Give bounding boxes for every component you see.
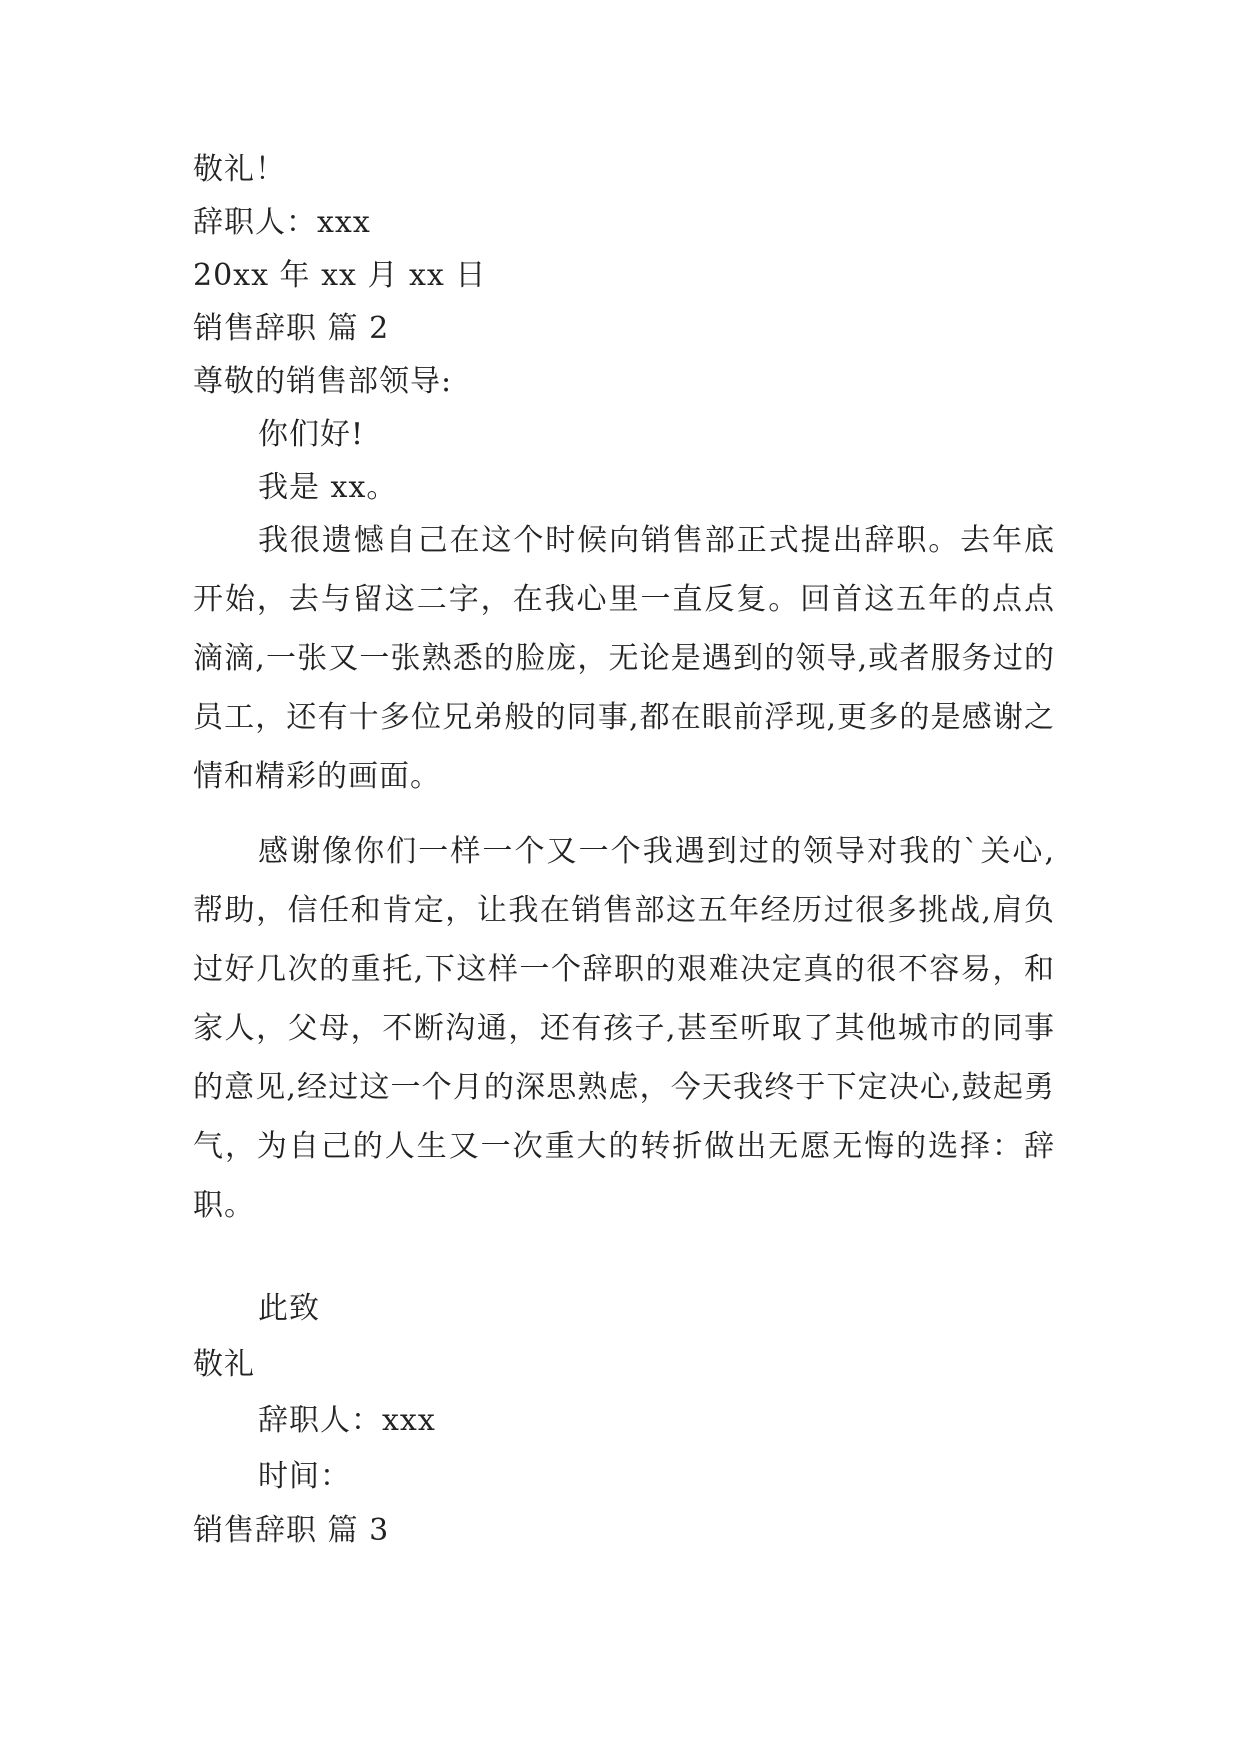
- greeting-line: 你们好!: [258, 417, 365, 452]
- signer-line: 辞职人：xxx: [193, 205, 371, 240]
- date-line: 20xx 年 xx 月 xx 日: [193, 258, 487, 293]
- next-section-title: 销售辞职 篇 3: [193, 1513, 390, 1548]
- time-line: 时间：: [258, 1459, 351, 1494]
- body-paragraph-1: 我很遗憾自己在这个时候向销售部正式提出辞职。去年底开始，去与留这二字，在我心里一直反复。回首这五年的点点滴滴,一张又一张熟悉的脸庞，无论是遇到的领导,或者服务过的员工，还有十多位兄弟般的同事,都在眼前浮现,更多的是感谢之情和精彩的画面。: [193, 523, 1055, 794]
- signer-name: 辞职人：xxx: [258, 1403, 436, 1438]
- intro-line: 我是 xx。: [258, 470, 398, 505]
- addressee-line: 尊敬的销售部领导:: [193, 364, 453, 399]
- closing-regards: 敬礼: [193, 1347, 255, 1382]
- body-paragraph-2: 感谢像你们一样一个又一个我遇到过的领导对我的`关心,帮助，信任和肯定，让我在销售部这五年经历过很多挑战,肩负过好几次的重托,下这样一个辞职的艰难决定真的很不容易，和家人，父母，不断沟通，还有孩子,甚至听取了其他城市的同事的意见,经过这一个月的深思熟虑，今天我终于下定决心,鼓起勇气，为自己的人生又一次重大的转折做出无愿无悔的选择：辞职。: [193, 834, 1055, 1223]
- salutation-closing: 敬礼！: [193, 152, 286, 187]
- section-title: 销售辞职 篇 2: [193, 311, 390, 346]
- closing-phrase: 此致: [258, 1291, 320, 1326]
